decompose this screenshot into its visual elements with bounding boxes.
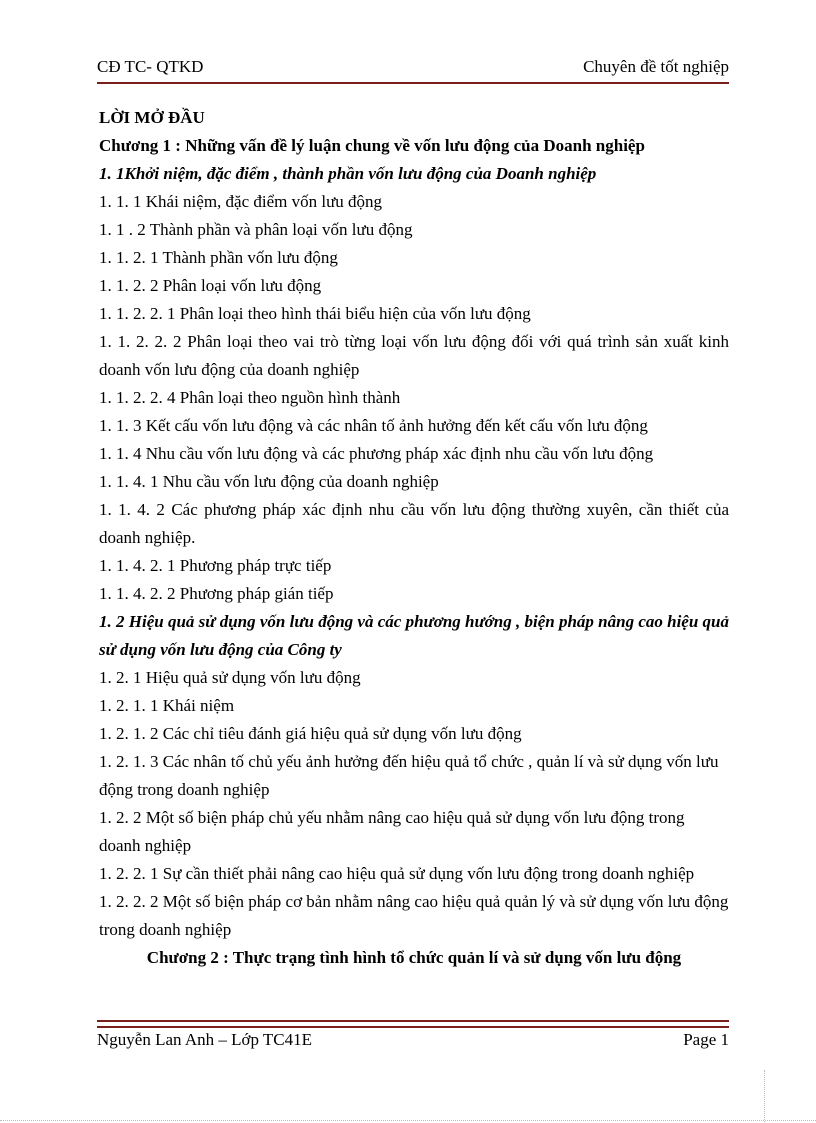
toc-item: 1. 1. 2. 2. 1 Phân loại theo hình thái biểu hiện của vốn lưu động [99,304,531,323]
toc-item: 1. 1. 4. 2 Các phương pháp xác định nhu cầu vốn lưu động thường xuyên, cần thiết của doanh nghiệp. [99,500,729,547]
page-number: Page 1 [683,1030,729,1049]
toc-item: 1. 1 . 2 Thành phần và phân loại vốn lưu động [99,220,413,239]
toc-item: 1. 2. 1. 2 Các chỉ tiêu đánh giá hiệu quả sử dụng vốn lưu động [99,724,522,743]
header-rule [97,82,729,84]
toc-item: 1. 2. 2. 2 Một số biện pháp cơ bản nhằm nâng cao hiệu quả quản lý và sử dụng vốn lưu động trong doanh nghiệp [99,892,729,939]
toc-item: 1. 2. 1. 1 Khái niệm [99,696,235,715]
header-right-text: Chuyên đề tốt nghiệp [583,57,729,76]
table-of-contents [99,104,729,972]
toc-item: 1. 1. 2. 2 Phân loại vốn lưu động [99,276,322,295]
toc-heading-intro: LỜI MỞ ĐẦU [99,108,205,127]
toc-item: 1. 2. 1 Hiệu quả sử dụng vốn lưu động [99,668,361,687]
toc-item: 1. 1. 2. 2. 2 Phân loại theo vai trò từng loại vốn lưu động đối với quá trình sản xuất kinh doanh vốn lưu động của doanh nghiệp [99,332,729,379]
toc-item: 1. 1. 2. 1 Thành phần vốn lưu động [99,248,338,267]
page-header [97,57,729,83]
page-boundary-vertical [764,1070,765,1122]
toc-item: 1. 1. 4. 1 Nhu cầu vốn lưu động của doanh nghiệp [99,472,439,491]
toc-item: 1. 2. 2. 1 Sự cần thiết phải nâng cao hiệu quả sử dụng vốn lưu động trong doanh nghiệp [99,864,695,883]
toc-item: 1. 1. 3 Kết cấu vốn lưu động và các nhân tố ảnh hưởng đến kết cấu vốn lưu động [99,416,648,435]
toc-item: 1. 2. 1. 3 Các nhân tố chủ yếu ảnh hưởng đến hiệu quả tổ chức , quản lí và sử dụng vốn lưu động trong doanh nghiệp [99,752,719,799]
footer-author: Nguyễn Lan Anh – Lớp TC41E [97,1030,313,1049]
page-footer [97,1030,729,1054]
toc-item: 1. 2. 2 Một số biện pháp chủ yếu nhằm nâng cao hiệu quả sử dụng vốn lưu động trong doanh nghiệp [99,808,685,855]
toc-item: 1. 1. 2. 2. 4 Phân loại theo nguồn hình thành [99,388,401,407]
toc-item: 1. 1. 4. 2. 2 Phương pháp gián tiếp [99,584,334,603]
toc-item: 1. 1. 4. 2. 1 Phương pháp trực tiếp [99,556,332,575]
toc-section-1-2: 1. 2 Hiệu quả sử dụng vốn lưu động và các phương hướng , biện pháp nâng cao hiệu quả sử dụng vốn lưu động của Công ty [99,612,730,659]
toc-item: 1. 1. 4 Nhu cầu vốn lưu động và các phương pháp xác định nhu cầu vốn lưu động [99,444,654,463]
toc-section-1-1: 1. 1Khởi niệm, đặc điểm , thành phần vốn lưu động của Doanh nghiệp [99,164,597,183]
toc-item: 1. 1. 1 Khái niệm, đặc điểm vốn lưu động [99,192,383,211]
footer-rule [97,1020,729,1028]
toc-chapter-2: Chương 2 : Thực trạng tình hình tổ chức quản lí và sử dụng vốn lưu động [146,948,682,967]
page-boundary [0,1120,816,1121]
header-left-text: CĐ TC- QTKD [97,57,204,76]
toc-chapter-1: Chương 1 : Những vấn đề lý luận chung về vốn lưu động của Doanh nghiệp [99,136,645,155]
